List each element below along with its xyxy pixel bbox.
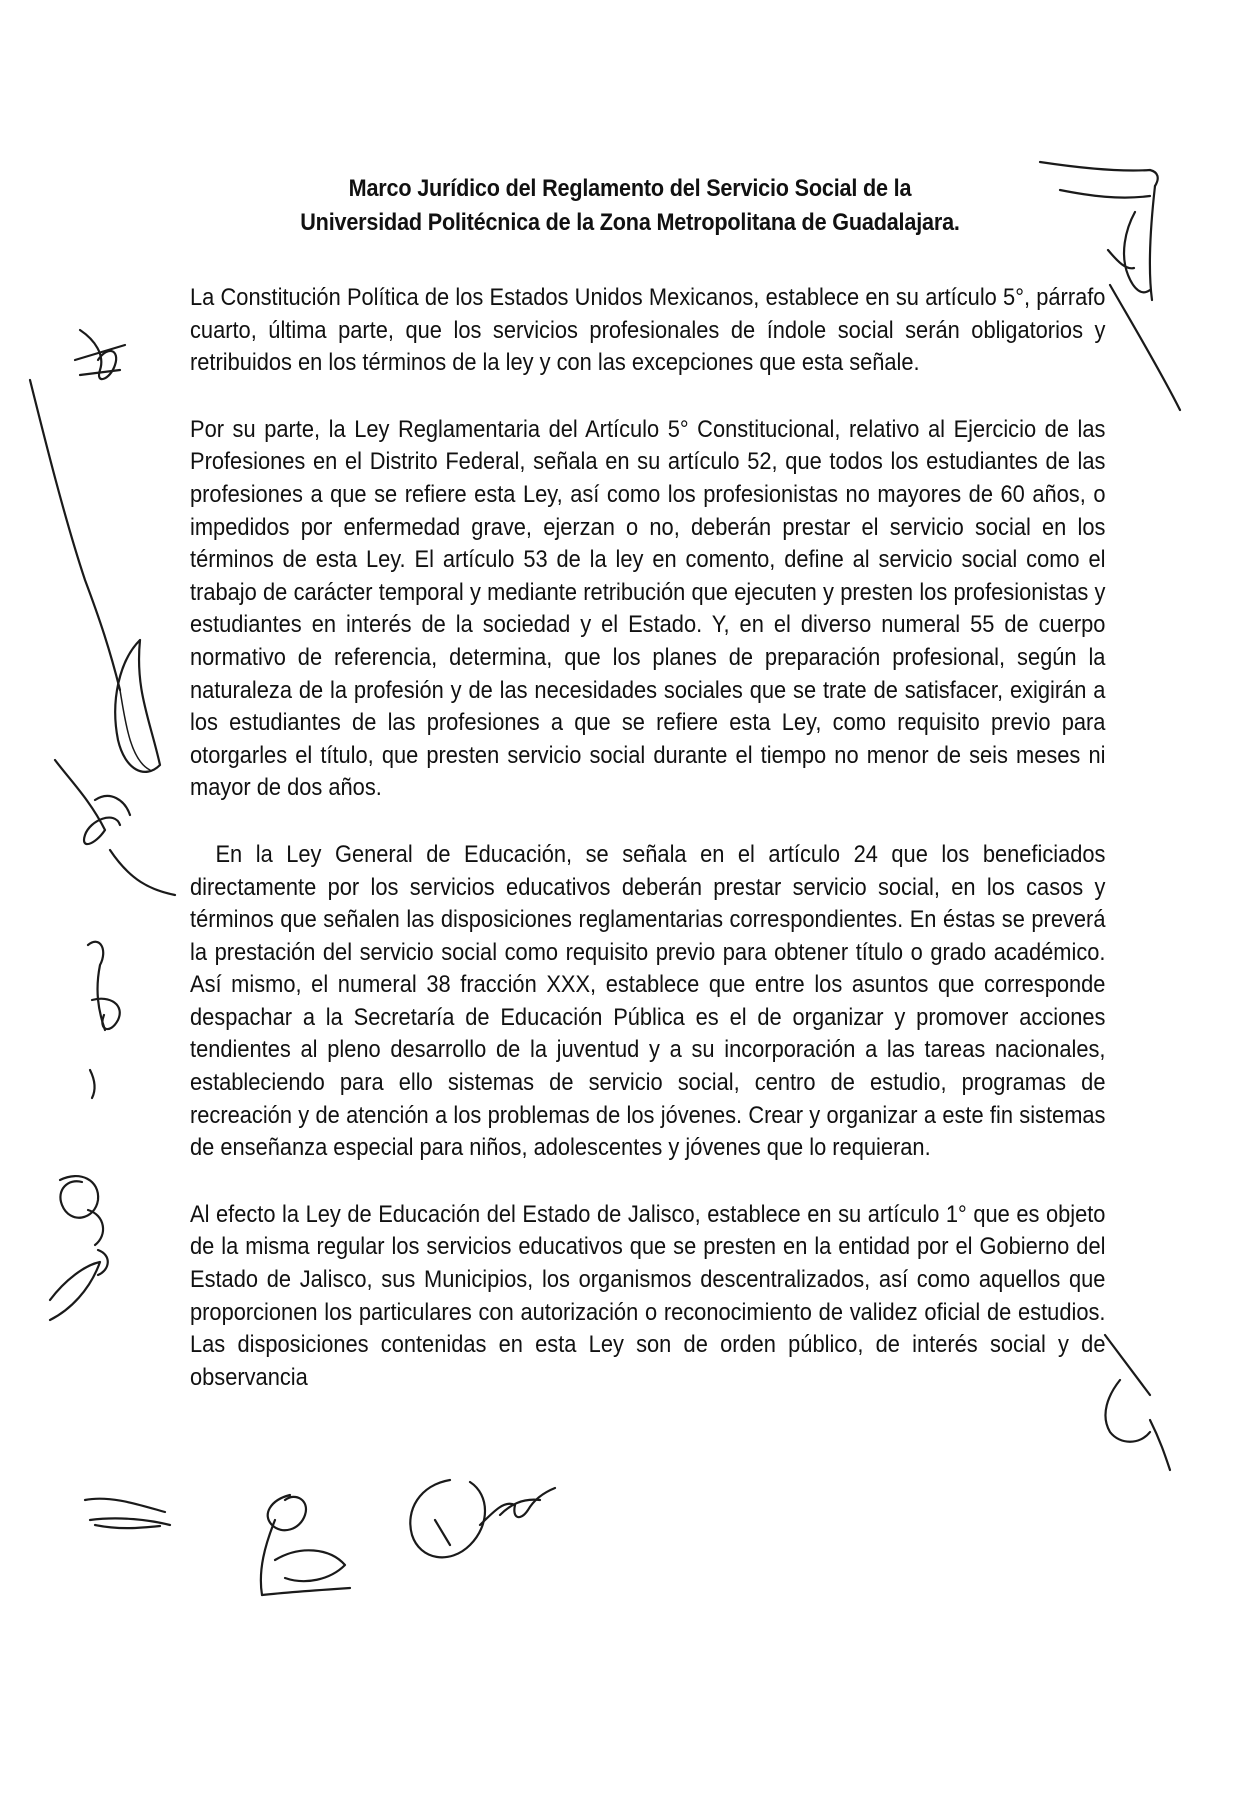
- signature-bottom-center: [261, 1495, 350, 1595]
- document-body: [190, 282, 1105, 1394]
- paragraph-ley-general-educacion: En la Ley General de Educación, se señala en el artículo 24 que los beneficiados directamente por los servicios educativos deberán prestar servicio social, en los casos y términos que señalen las disposiciones reglamentarias correspondientes. En éstas se preverá la prestación del servicio social como requisito previo para obtener título o grado académico. Así mismo, el numeral 38 fracción XXX, establece que entre los asuntos que corresponde despachar a la Secretaría de Educación Pública es el de organizar y promover acciones tendientes al pleno desarrollo de la juventud y a su incorporación a las tareas nacionales, estableciendo para ello sistemas de servicio social, centro de estudio, programas de recreación y de atención a los problemas de los jóvenes. Crear y organizar a este fin sistemas de enseñanza especial para niños, adolescentes y jóvenes que lo requieran.: [190, 840, 1106, 1162]
- title-line-2: Universidad Politécnica de la Zona Metropolitana de Guadalajara.: [300, 209, 960, 236]
- signature-left-3: [88, 942, 120, 1098]
- signature-left-line: [30, 380, 160, 772]
- paragraph-constitucion: La Constitución Política de los Estados Unidos Mexicanos, establece en su artículo 5°, párrafo cuarto, última parte, que los servicios profesionales de índole social serán obligatorios y retribuidos en los términos de la ley y con las excepciones que esta señale.: [190, 284, 1106, 377]
- signature-bottom-right: [410, 1480, 555, 1557]
- document-title: [234, 172, 1026, 240]
- paragraph-ley-reglamentaria: Por su parte, la Ley Reglamentaria del Artículo 5° Constitucional, relativo al Ejercicio de las Profesiones en el Distrito Federal, señala en su artículo 52, que todos los estudiantes de las profesiones a que se refiere esta Ley, así como los profesionistas no mayores de 60 años, o impedidos por enfermedad grave, ejerzan o no, deberán prestar el servicio social en los términos de esta Ley. El artículo 53 de la ley en comento, define al servicio social como el trabajo de carácter temporal y mediante retribución que ejecuten y presten los profesionistas y estudiantes en interés de la sociedad y el Estado. Y, en el diverso numeral 55 de cuerpo normativo de referencia, determina, que los planes de preparación profesional, según la naturaleza de la profesión y de las necesidades sociales que se trate de satisfacer, exigirán a los estudiantes de las profesiones a que se refiere esta Ley, como requisito previo para otorgarles el título, que presten servicio social durante el tiempo no menor de seis meses ni mayor de dos años.: [190, 415, 1106, 802]
- signature-bottom-left: [85, 1499, 170, 1528]
- signature-left-2: [55, 760, 175, 895]
- title-line-1: Marco Jurídico del Reglamento del Servicio Social de la: [348, 175, 912, 202]
- signature-left-4: [50, 1176, 108, 1320]
- signature-left-1: [75, 330, 125, 379]
- signature-right-bracket: [1105, 1335, 1170, 1470]
- paragraph-ley-educacion-jalisco: Al efecto la Ley de Educación del Estado de Jalisco, establece en su artículo 1° que es objeto de la misma regular los servicios educativos que se presten en la entidad por el Gobierno del Estado de Jalisco, sus Municipios, los organismos descentralizados, así como aquellos que proporcionen los particulares con autorización o reconocimiento de validez oficial de estudios. Las disposiciones contenidas en esta Ley son de orden público, de interés social y de observancia: [190, 1200, 1106, 1391]
